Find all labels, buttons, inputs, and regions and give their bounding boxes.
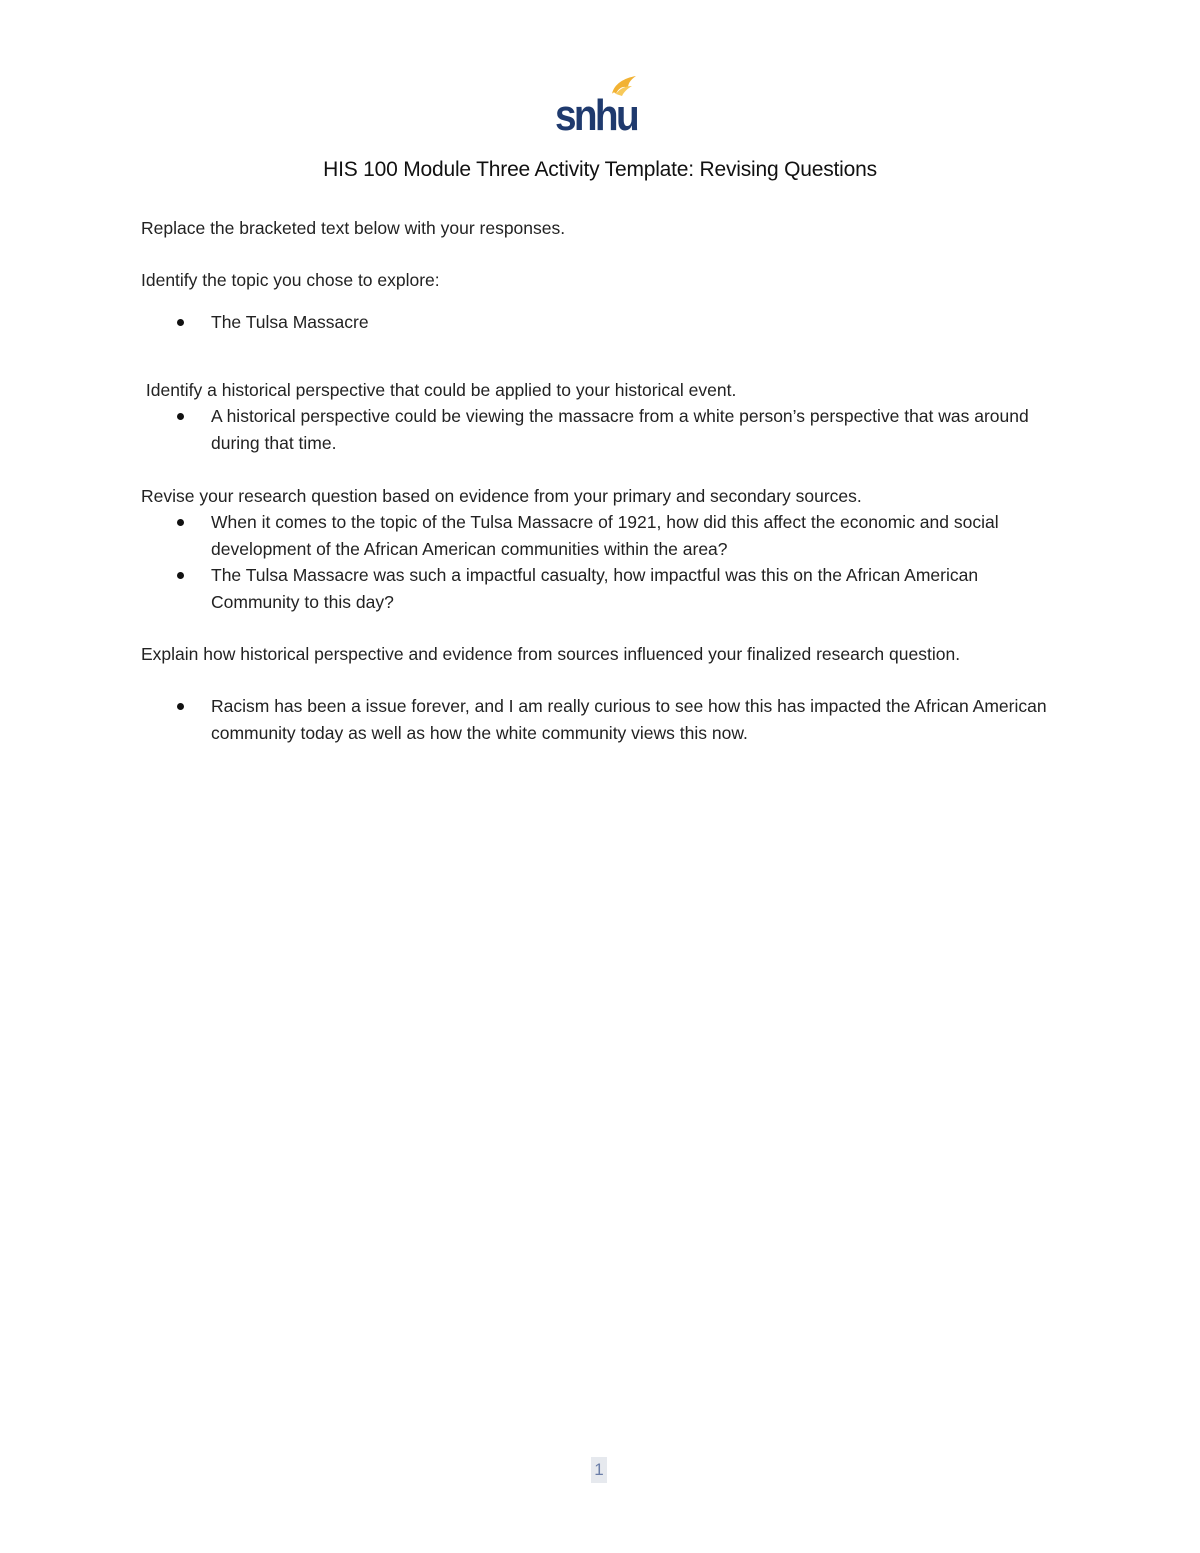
snhu-logo-icon <box>554 72 640 134</box>
section-1-prompt: Identify the topic you chose to explore: <box>141 270 440 290</box>
section-4-bullets <box>141 693 1061 746</box>
snhu-logo <box>554 72 640 134</box>
list-item-text: When it comes to the topic of the Tulsa Massacre of 1921, how did this affect the economic and social development of the African American communities within the area? <box>211 512 999 559</box>
document-title: HIS 100 Module Three Activity Template: Revising Questions <box>323 158 877 181</box>
bullet-icon <box>177 519 184 526</box>
list-item-text: Racism has been a issue forever, and I am really curious to see how this has impacted the African American community today as well as how the white community views this now. <box>211 696 1047 743</box>
list-item <box>141 403 1061 456</box>
bullet-icon <box>177 319 184 326</box>
section-3-bullets <box>141 509 1061 615</box>
list-item-text: The Tulsa Massacre was such a impactful casualty, how impactful was this on the African American Community to this day? <box>211 565 979 612</box>
bullet-icon <box>177 703 184 710</box>
bullet-icon <box>177 413 184 420</box>
list-item-text: A historical perspective could be viewing the massacre from a white person’s perspective that was around during that time. <box>211 406 1029 453</box>
list-item <box>141 562 1061 615</box>
list-item <box>141 509 1061 562</box>
section-3-prompt: Revise your research question based on evidence from your primary and secondary sources. <box>141 486 862 506</box>
list-item-text: The Tulsa Massacre <box>211 312 369 332</box>
list-item <box>141 693 1061 746</box>
section-2-bullets <box>141 403 1061 456</box>
bullet-icon <box>177 572 184 579</box>
section-2-prompt: Identify a historical perspective that could be applied to your historical event. <box>141 380 737 400</box>
section-4-prompt: Explain how historical perspective and evidence from sources influenced your finalized research question. <box>141 644 961 664</box>
page-number: 1 <box>591 1457 607 1483</box>
logo-wordmark: snhu <box>555 91 638 134</box>
section-1-bullets <box>141 309 1061 336</box>
list-item <box>141 309 1061 336</box>
intro-text: Replace the bracketed text below with your responses. <box>141 218 566 238</box>
